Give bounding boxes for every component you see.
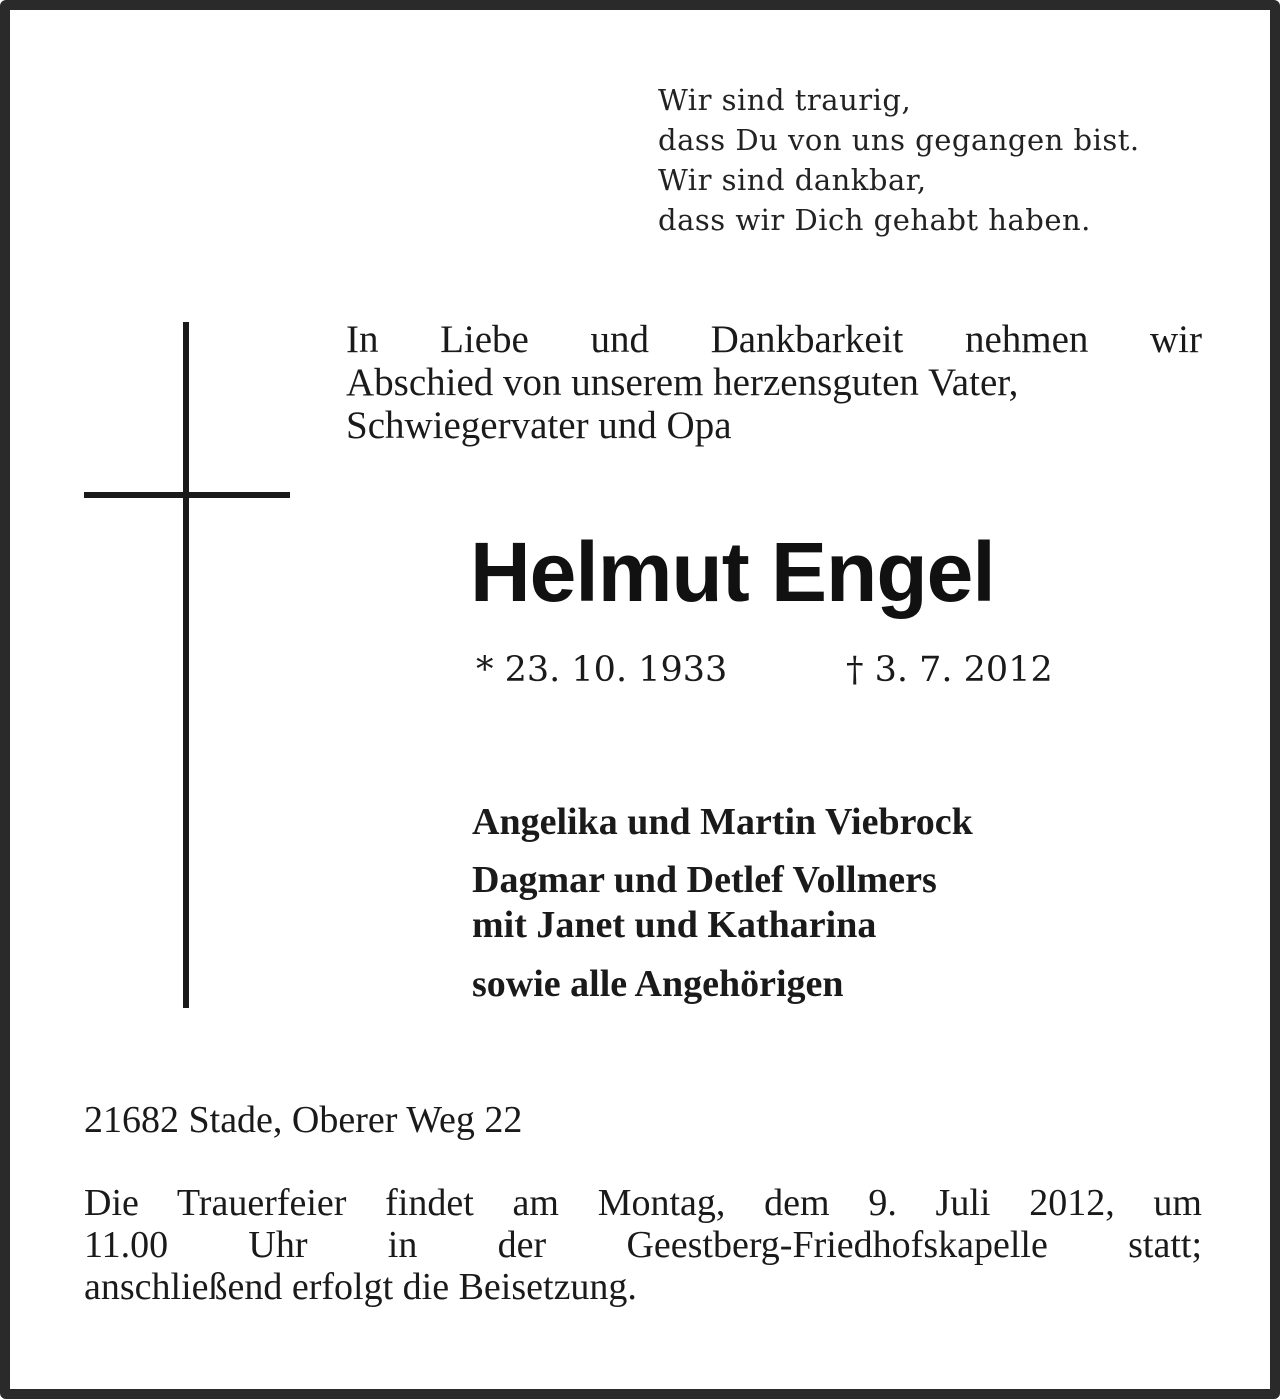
poem bbox=[658, 80, 1228, 240]
birth-date: * 23. 10. 1933 bbox=[476, 650, 728, 690]
poem-line: Wir sind dankbar, bbox=[658, 163, 927, 197]
death-date: † 3. 7. 2012 bbox=[846, 650, 1053, 690]
cross-icon-vertical-bar bbox=[183, 322, 189, 1008]
service-line: 11.00 Uhr in der Geestberg-Friedhofskapelle statt; bbox=[84, 1224, 1202, 1266]
intro-line: In Liebe und Dankbarkeit nehmen wir bbox=[346, 318, 1202, 361]
intro-text bbox=[346, 318, 1202, 447]
service-info bbox=[84, 1182, 1202, 1308]
mourner-line: sowie alle Angehörigen bbox=[472, 963, 844, 1005]
poem-line: Wir sind traurig, bbox=[658, 83, 912, 117]
intro-line: Schwiegervater und Opa bbox=[346, 404, 732, 447]
mourner-line: Angelika und Martin Viebrock bbox=[472, 801, 973, 843]
intro-line: Abschied von unserem herzensguten Vater, bbox=[346, 361, 1019, 404]
poem-line: dass Du von uns gegangen bist. bbox=[658, 123, 1140, 157]
address: 21682 Stade, Oberer Weg 22 bbox=[84, 1099, 523, 1141]
deceased-name: Helmut Engel bbox=[470, 525, 995, 619]
poem-line: dass wir Dich gehabt haben. bbox=[658, 203, 1091, 237]
service-line: Die Trauerfeier findet am Montag, dem 9. Juli 2012, um bbox=[84, 1182, 1202, 1224]
service-line: anschließend erfolgt die Beisetzung. bbox=[84, 1266, 637, 1308]
mourner-line: mit Janet und Katharina bbox=[472, 904, 877, 946]
cross-icon-horizontal-bar bbox=[84, 492, 290, 498]
mourner-line: Dagmar und Detlef Vollmers bbox=[472, 859, 937, 901]
